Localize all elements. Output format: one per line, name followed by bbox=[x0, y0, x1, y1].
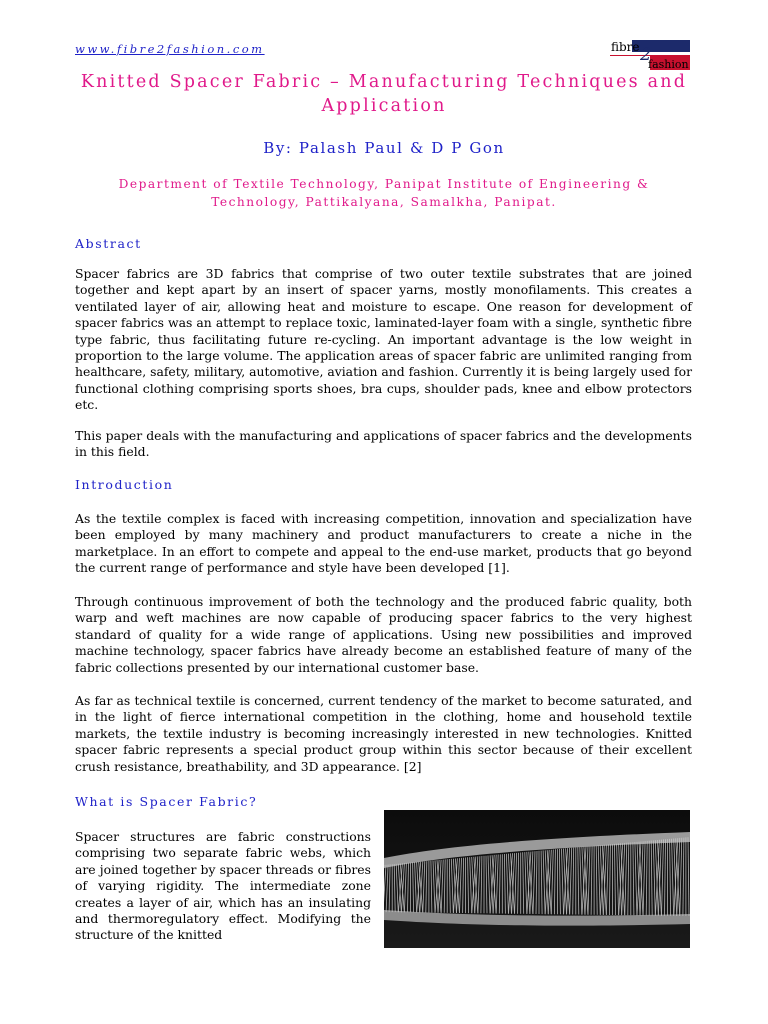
spacer-fabric-photo bbox=[384, 810, 690, 948]
spacer-fabric-paragraph: Spacer structures are fabric constructions comprising two separate fabric webs, which are joined together by spacer threads or fibres of varying rigidity. The intermediate zone creates a layer of air, which has an insulating and thermoregulatory effect. Modifying the structure of the knitted bbox=[75, 829, 371, 943]
section-heading-what-is-spacer-fabric: What is Spacer Fabric? bbox=[75, 794, 258, 809]
document-title: Knitted Spacer Fabric – Manufacturing Techniques and Application bbox=[80, 72, 688, 116]
svg-text:fashion: fashion bbox=[648, 58, 689, 70]
introduction-paragraph-1: As the textile complex is faced with increasing competition, innovation and specialization have been employed by many machinery and product manufacturers to create a niche in the marketplace. In an effort to compete and appeal to the end-use market, products that go beyond the current range of performance and style have been developed [1]. bbox=[75, 511, 692, 576]
svg-text:2: 2 bbox=[640, 44, 652, 65]
fibre2fashion-logo bbox=[610, 38, 690, 70]
introduction-paragraph-2: Through continuous improvement of both the technology and the produced fabric quality, both warp and weft machines are now capable of producing spacer fabrics to the very highest standard of quality for a wide range of applications. Using new possibilities and improved machine technology, spacer fabrics have already become an established feature of many of the fabric collections presented by our international customer base. bbox=[75, 594, 692, 675]
introduction-paragraph-3: As far as technical textile is concerned, current tendency of the market to become saturated, and in the light of fierce international competition in the clothing, home and household textile markets, the textile industry is becoming increasingly interested in new technologies. Knitted spacer fabric represents a special product group within this sector because of their excellent crush resistance, breathability, and 3D appearance. [2] bbox=[75, 693, 692, 774]
section-heading-introduction: Introduction bbox=[75, 477, 174, 492]
section-heading-abstract: Abstract bbox=[75, 236, 142, 251]
affiliation: Department of Textile Technology, Panipat Institute of Engineering & Technology, Pattikalyana, Samalkha, Panipat. bbox=[118, 177, 650, 209]
abstract-paragraph-1: Spacer fabrics are 3D fabrics that comprise of two outer textile substrates that are joined together and kept apart by an insert of spacer yarns, mostly monofilaments. This creates a ventilated layer of air, allowing heat and moisture to escape. One reason for development of spacer fabrics was an attempt to replace toxic, laminated-layer foam with a single, synthetic fibre type fabric, thus facilitating future re-cycling. An important advantage is the low weight in proportion to the large volume. The application areas of spacer fabric are unlimited ranging from healthcare, safety, military, automotive, aviation and fashion. Currently it is being largely used for functional clothing comprising sports shoes, bra cups, shoulder pads, knee and elbow protectors etc. bbox=[75, 266, 692, 413]
site-link[interactable]: www.fibre2fashion.com bbox=[75, 42, 265, 56]
abstract-paragraph-2: This paper deals with the manufacturing and applications of spacer fabrics and the developments in this field. bbox=[75, 428, 692, 460]
authors: By: Palash Paul & D P Gon bbox=[263, 139, 505, 157]
svg-text:fibre: fibre bbox=[611, 40, 640, 54]
